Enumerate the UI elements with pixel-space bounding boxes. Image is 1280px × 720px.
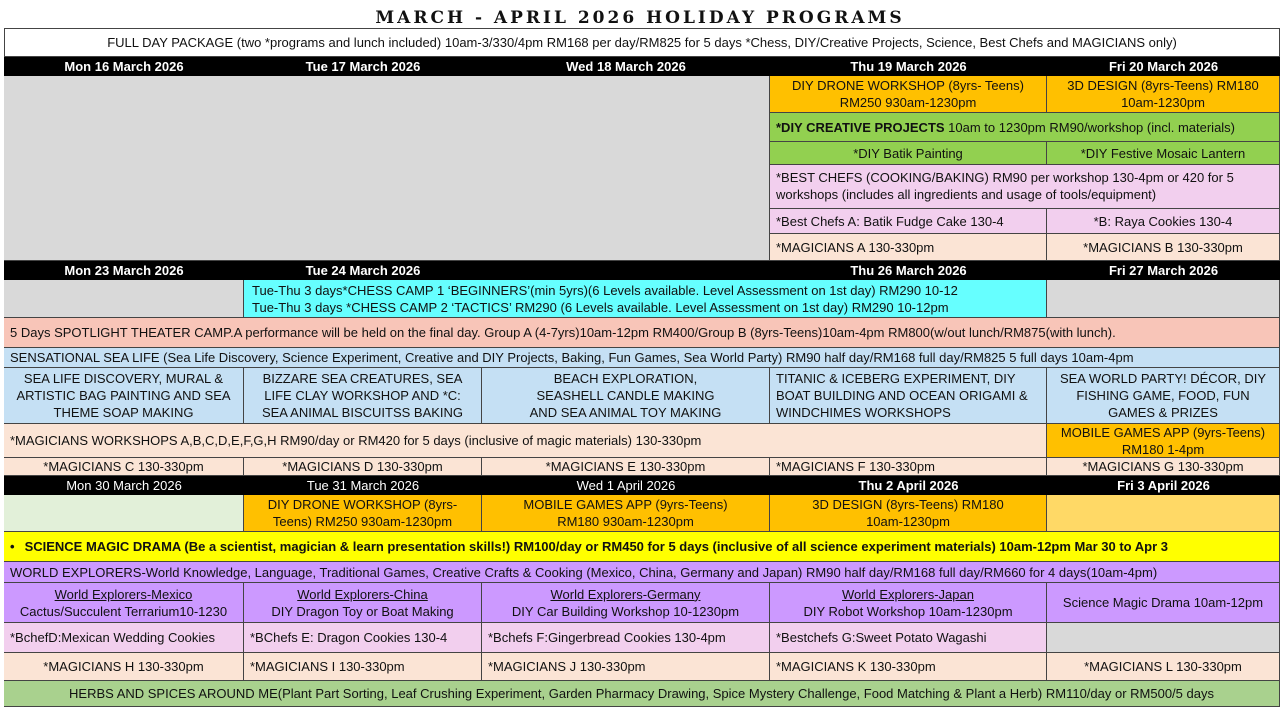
explorer-name: World Explorers-Mexico [54, 586, 193, 602]
day-header: Mon 30 March 2026 [4, 476, 244, 495]
best-chefs-header: *BEST CHEFS (COOKING/BAKING) RM90 per workshop 130-4pm or 420 for 5 workshops (includes all ingredients and usage of tools/equipment) [770, 165, 1280, 209]
sea-life-header: SENSATIONAL SEA LIFE (Sea Life Discovery, Science Experiment, Creative and DIY Projects, Baking, Fun Games, Sea World Party) RM90 half day/RM168 full day/RM825 5 full days 10am-4pm [4, 348, 1280, 368]
bullet-icon: • [10, 539, 15, 554]
full-day-package: FULL DAY PACKAGE (two *programs and lunch included) 10am-3/330/4pm RM168 per day/RM825 for 5 days *Chess, DIY/Creative Projects, Science, Best Chefs and MAGICIANS only) [4, 28, 1280, 57]
herbs-and-spices: HERBS AND SPICES AROUND ME(Plant Part Sorting, Leaf Crushing Experiment, Garden Pharmacy Drawing, Spice Mystery Challenge, Food Matching & Plant a Herb) RM110/day or RM500/5 days [4, 681, 1280, 707]
drone-workshop: DIY DRONE WORKSHOP (8yrs- Teens) RM250 930am-1230pm [770, 76, 1047, 113]
mobile-games-app: MOBILE GAMES APP (9yrs-Teens) RM180 930am-1230pm [482, 495, 770, 532]
empty-block [1047, 495, 1280, 532]
explorer-name: World Explorers-China [297, 586, 428, 602]
magicians-c: *MAGICIANS C 130-330pm [4, 458, 244, 476]
day-header-blank [482, 261, 770, 280]
magicians-g: *MAGICIANS G 130-330pm [1047, 458, 1280, 476]
day-header: Fri 27 March 2026 [1047, 261, 1280, 280]
schedule-table [4, 28, 1280, 708]
sea-life-day: BIZZARE SEA CREATURES, SEA LIFE CLAY WORKSHOP AND *C: SEA ANIMAL BISCUITSS BAKING [244, 368, 482, 424]
mobile-games-app: MOBILE GAMES APP (9yrs-Teens) RM180 1-4pm [1047, 424, 1280, 458]
empty-block [1047, 623, 1280, 653]
best-chefs-b: *B: Raya Cookies 130-4 [1047, 209, 1280, 234]
magicians-f: *MAGICIANS F 130-330pm [770, 458, 1047, 476]
diy-mosaic: *DIY Festive Mosaic Lantern [1047, 142, 1280, 165]
magicians-i: *MAGICIANS I 130-330pm [244, 653, 482, 681]
theater-camp: 5 Days SPOTLIGHT THEATER CAMP.A performance will be held on the final day. Group A (4-7yrs)10am-12pm RM400/Group B (8yrs-Teens)10am-4pm RM800(w/out lunch/RM875(with lunch). [4, 318, 1280, 348]
explorer-desc: Cactus/Succulent Terrarium10-1230 [19, 603, 228, 619]
world-explorers-china [244, 583, 482, 623]
day-header: Wed 18 March 2026 [482, 57, 770, 76]
empty-block [4, 76, 770, 261]
day-header: Fri 20 March 2026 [1047, 57, 1280, 76]
world-explorers-header: WORLD EXPLORERS-World Knowledge, Language, Traditional Games, Creative Crafts & Cooking (Mexico, China, Germany and Japan) RM90 half day/RM168 full day/RM660 for 4 days(10am-4pm) [4, 562, 1280, 583]
best-chefs-a: *Best Chefs A: Batik Fudge Cake 130-4 [770, 209, 1047, 234]
magicians-e: *MAGICIANS E 130-330pm [482, 458, 770, 476]
explorer-desc: DIY Dragon Toy or Boat Making [271, 603, 454, 619]
day-header: Tue 24 March 2026 [244, 261, 482, 280]
magicians-d: *MAGICIANS D 130-330pm [244, 458, 482, 476]
drone-workshop: DIY DRONE WORKSHOP (8yrs- Teens) RM250 930am-1230pm [244, 495, 482, 532]
explorer-name: World Explorers-Germany [550, 586, 701, 602]
sea-life-day: BEACH EXPLORATION, SEASHELL CANDLE MAKING AND SEA ANIMAL TOY MAKING [482, 368, 770, 424]
diy-batik: *DIY Batik Painting [770, 142, 1047, 165]
explorer-desc: DIY Car Building Workshop 10-1230pm [511, 603, 740, 619]
day-header: Tue 31 March 2026 [244, 476, 482, 495]
chess-camps [244, 280, 1047, 318]
day-header: Wed 1 April 2026 [482, 476, 770, 495]
world-explorers-mexico [4, 583, 244, 623]
empty-block [4, 495, 244, 532]
explorer-desc: DIY Robot Workshop 10am-1230pm [803, 603, 1013, 619]
sea-life-day: TITANIC & ICEBERG EXPERIMENT, DIY BOAT BUILDING AND OCEAN ORIGAMI & WINDCHIMES WORKSHOPS [770, 368, 1047, 424]
science-magic-drama [4, 532, 1280, 562]
magicians-h: *MAGICIANS H 130-330pm [4, 653, 244, 681]
chess-camp-1: Tue-Thu 3 days*CHESS CAMP 1 ‘BEGINNERS’(min 5yrs)(6 Levels available. Level Assessment on 1st day) RM290 10-12 [252, 282, 958, 298]
magicians-a: *MAGICIANS A 130-330pm [770, 234, 1047, 261]
sea-life-day: SEA WORLD PARTY! DÉCOR, DIY FISHING GAME, FOOD, FUN GAMES & PRIZES [1047, 368, 1280, 424]
day-header: Thu 2 April 2026 [770, 476, 1047, 495]
sea-life-day: SEA LIFE DISCOVERY, MURAL & ARTISTIC BAG PAINTING AND SEA THEME SOAP MAKING [4, 368, 244, 424]
best-chefs-f: *Bchefs F:Gingerbread Cookies 130-4pm [482, 623, 770, 653]
best-chefs-g: *Bestchefs G:Sweet Potato Wagashi [770, 623, 1047, 653]
science-magic-drama-fri: Science Magic Drama 10am-12pm [1047, 583, 1280, 623]
science-magic-drama-text: SCIENCE MAGIC DRAMA (Be a scientist, magician & learn presentation skills!) RM100/day or RM450 for 5 days (inclusive of all science experiment materials) 10am-12pm Mar 30 to Apr 3 [24, 539, 1168, 554]
best-chefs-d: *BchefD:Mexican Wedding Cookies [4, 623, 244, 653]
world-explorers-germany [482, 583, 770, 623]
day-header: Fri 3 April 2026 [1047, 476, 1280, 495]
magicians-k: *MAGICIANS K 130-330pm [770, 653, 1047, 681]
best-chefs-e: *BChefs E: Dragon Cookies 130-4 [244, 623, 482, 653]
magicians-l: *MAGICIANS L 130-330pm [1047, 653, 1280, 681]
diy-creative-header [770, 113, 1280, 142]
magicians-header: *MAGICIANS WORKSHOPS A,B,C,D,E,F,G,H RM90/day or RM420 for 5 days (inclusive of magic materials) 130-330pm [4, 424, 1047, 458]
world-explorers-japan [770, 583, 1047, 623]
3d-design: 3D DESIGN (8yrs-Teens) RM180 10am-1230pm [770, 495, 1047, 532]
3d-design: 3D DESIGN (8yrs-Teens) RM180 10am-1230pm [1047, 76, 1280, 113]
day-header: Tue 17 March 2026 [244, 57, 482, 76]
diy-detail: 10am to 1230pm RM90/workshop (incl. materials) [944, 119, 1236, 135]
day-header: Thu 26 March 2026 [770, 261, 1047, 280]
empty-block [4, 280, 244, 318]
page-title: MARCH - APRIL 2026 HOLIDAY PROGRAMS [375, 8, 905, 28]
empty-block [1047, 280, 1280, 318]
explorer-name: World Explorers-Japan [842, 586, 974, 602]
magicians-b: *MAGICIANS B 130-330pm [1047, 234, 1280, 261]
day-header: Mon 23 March 2026 [4, 261, 244, 280]
magicians-j: *MAGICIANS J 130-330pm [482, 653, 770, 681]
day-header: Mon 16 March 2026 [4, 57, 244, 76]
diy-label: *DIY CREATIVE PROJECTS [776, 119, 945, 135]
chess-camp-2: Tue-Thu 3 days *CHESS CAMP 2 ‘TACTICS’ RM290 (6 Levels available. Level Assessment on 1st day) RM290 10-12pm [252, 299, 949, 315]
day-header: Thu 19 March 2026 [770, 57, 1047, 76]
